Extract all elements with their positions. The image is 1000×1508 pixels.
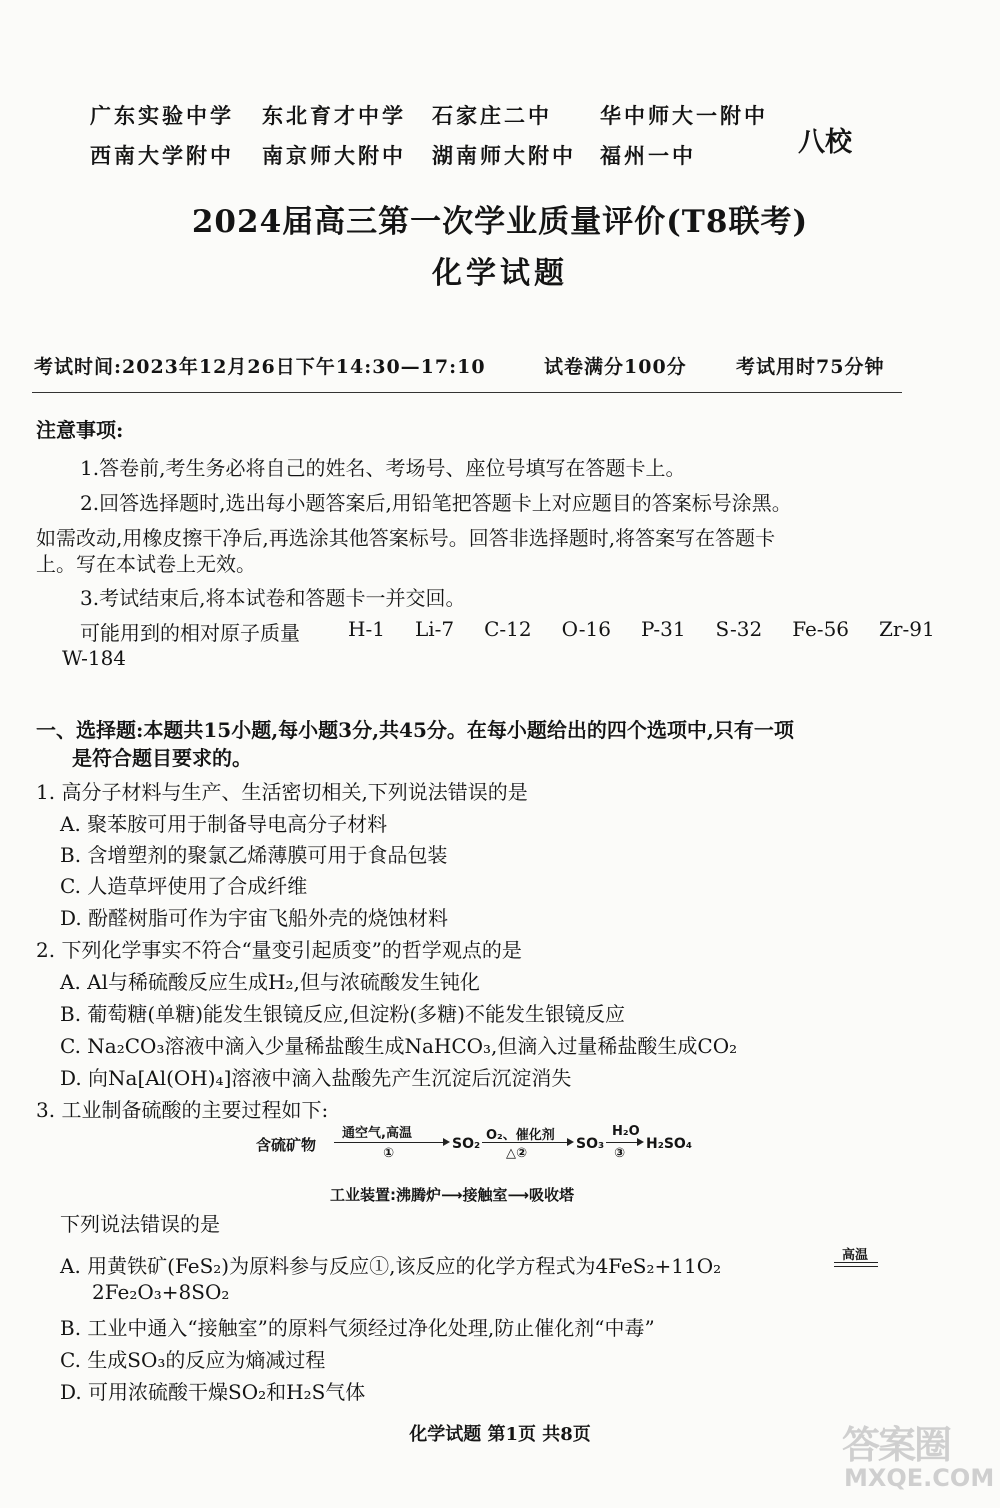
school-7: 湖南师大附中	[432, 143, 576, 168]
notice-item-2-line3: 上。写在本试卷上无效。	[36, 552, 256, 576]
q1-option-b: B. 含增塑剂的聚氯乙烯薄膜可用于食品包装	[60, 843, 448, 867]
q3-option-a-condition: 高温	[842, 1248, 869, 1263]
school-5: 西南大学附中	[90, 143, 234, 168]
notice-item-3: 3.考试结束后,将本试卷和答题卡一并交回。	[80, 586, 466, 610]
exam-title: 2024届高三第一次学业质量评价(T8联考)	[191, 204, 809, 240]
arrow-2	[482, 1142, 572, 1143]
q3-option-b: B. 工业中通入“接触室”的原料气须经过净化处理,防止催化剂“中毒”	[60, 1316, 655, 1340]
notice-item-2-line2: 如需改动,用橡皮擦干净后,再选涂其他答案标号。回答非选择题时,将答案写在答题卡	[36, 526, 776, 550]
section-1-heading-cont: 是符合题目要求的。	[72, 746, 252, 770]
scheme-start: 含硫矿物	[256, 1136, 317, 1154]
watermark-logo: 答案圈	[842, 1423, 951, 1467]
q3-option-d: D. 可用浓硫酸干燥SO₂和H₂S气体	[60, 1380, 366, 1404]
arrow-1	[334, 1142, 448, 1143]
school-4: 华中师大一附中	[600, 103, 768, 128]
q2-option-b: B. 葡萄糖(单糖)能发生银镜反应,但淀粉(多糖)不能发生银镜反应	[60, 1002, 625, 1026]
school-6: 南京师大附中	[262, 143, 406, 168]
full-score: 试卷满分100分	[544, 356, 687, 378]
scheme-h2so4: H₂SO₄	[646, 1136, 692, 1152]
q1-stem: 1. 高分子材料与生产、生活密切相关,下列说法错误的是	[36, 780, 528, 804]
section-1-heading: 一、选择题:本题共15小题,每小题3分,共45分。在每小题给出的四个选项中,只有一项	[36, 718, 794, 742]
notice-item-2-line1: 2.回答选择题时,选出每小题答案后,用铅笔把答题卡上对应题目的答案标号涂黑。	[80, 491, 792, 515]
q3-option-a-line2: 2Fe₂O₃+8SO₂	[92, 1280, 230, 1304]
eight-schools-badge: 八校	[798, 127, 852, 158]
q3-option-a-equation-bar	[834, 1262, 878, 1263]
q2-option-a: A. Al与稀硫酸反应生成H₂,但与浓硫酸发生钝化	[60, 970, 480, 994]
watermark-site: MXQE.COM	[844, 1464, 995, 1492]
scheme-cond-1-top: 通空气,高温	[342, 1126, 412, 1141]
q1-option-d: D. 酚醛树脂可作为宇宙飞船外壳的烧蚀材料	[60, 906, 449, 930]
scheme-so2: SO₂	[452, 1136, 481, 1152]
mass-fe: Fe-56	[792, 617, 850, 641]
duration: 考试用时75分钟	[736, 356, 885, 378]
q3-option-c: C. 生成SO₃的反应为熵减过程	[60, 1348, 326, 1372]
mass-c: C-12	[484, 617, 532, 641]
exam-time: 考试时间:2023年12月26日下午14:30—17:10	[34, 356, 486, 378]
scheme-cond-3-top: H₂O	[612, 1124, 640, 1139]
school-2: 东北育才中学	[262, 103, 406, 128]
mass-w: W-184	[62, 646, 127, 670]
exam-subject: 化学试题	[432, 256, 568, 291]
q2-option-d: D. 向Na[Al(OH)₄]溶液中滴入盐酸先产生沉淀后沉淀消失	[60, 1066, 572, 1090]
mass-s: S-32	[715, 617, 763, 641]
mass-o: O-16	[561, 617, 611, 641]
mass-zr: Zr-91	[879, 617, 935, 641]
q3-option-a-line1: A. 用黄铁矿(FeS₂)为原料参与反应①,该反应的化学方程式为4FeS₂+11O₂	[60, 1254, 722, 1278]
mass-h: H-1	[348, 617, 385, 641]
scheme-cond-1-bottom: ①	[383, 1146, 395, 1161]
scheme-cond-3-bottom: ③	[614, 1146, 626, 1161]
notice-item-1: 1.答卷前,考生务必将自己的姓名、考场号、座位号填写在答题卡上。	[80, 456, 686, 480]
scheme-cond-2-top: O₂、催化剂	[486, 1128, 555, 1143]
q1-option-a: A. 聚苯胺可用于制备导电高分子材料	[60, 812, 388, 836]
atomic-mass-label: 可能用到的相对原子质量	[80, 621, 300, 645]
q2-option-c: C. Na₂CO₃溶液中滴入少量稀盐酸生成NaHCO₃,但滴入过量稀盐酸生成CO₂	[60, 1034, 738, 1058]
school-1: 广东实验中学	[90, 103, 234, 128]
page-footer: 化学试题 第1页 共8页	[409, 1424, 591, 1445]
school-3: 石家庄二中	[432, 103, 552, 128]
header-divider	[32, 392, 902, 393]
scheme-so3: SO₃	[576, 1136, 605, 1152]
arrow-3	[606, 1142, 642, 1143]
scheme-devices: 工业装置:沸腾炉⟶接触室⟶吸收塔	[330, 1186, 575, 1204]
mass-p: P-31	[640, 617, 686, 641]
notice-heading: 注意事项:	[36, 418, 124, 442]
q2-stem: 2. 下列化学事实不符合“量变引起质变”的哲学观点的是	[36, 938, 522, 962]
q3-stem: 3. 工业制备硫酸的主要过程如下:	[36, 1098, 329, 1122]
q3-ask: 下列说法错误的是	[60, 1212, 220, 1236]
q3-option-a-equation-bar-2	[834, 1266, 878, 1267]
mass-li: Li-7	[414, 617, 455, 641]
atomic-mass-list	[348, 617, 935, 641]
school-8: 福州一中	[600, 143, 696, 168]
scheme-cond-2-bottom: △②	[506, 1146, 528, 1161]
q1-option-c: C. 人造草坪使用了合成纤维	[60, 874, 308, 898]
